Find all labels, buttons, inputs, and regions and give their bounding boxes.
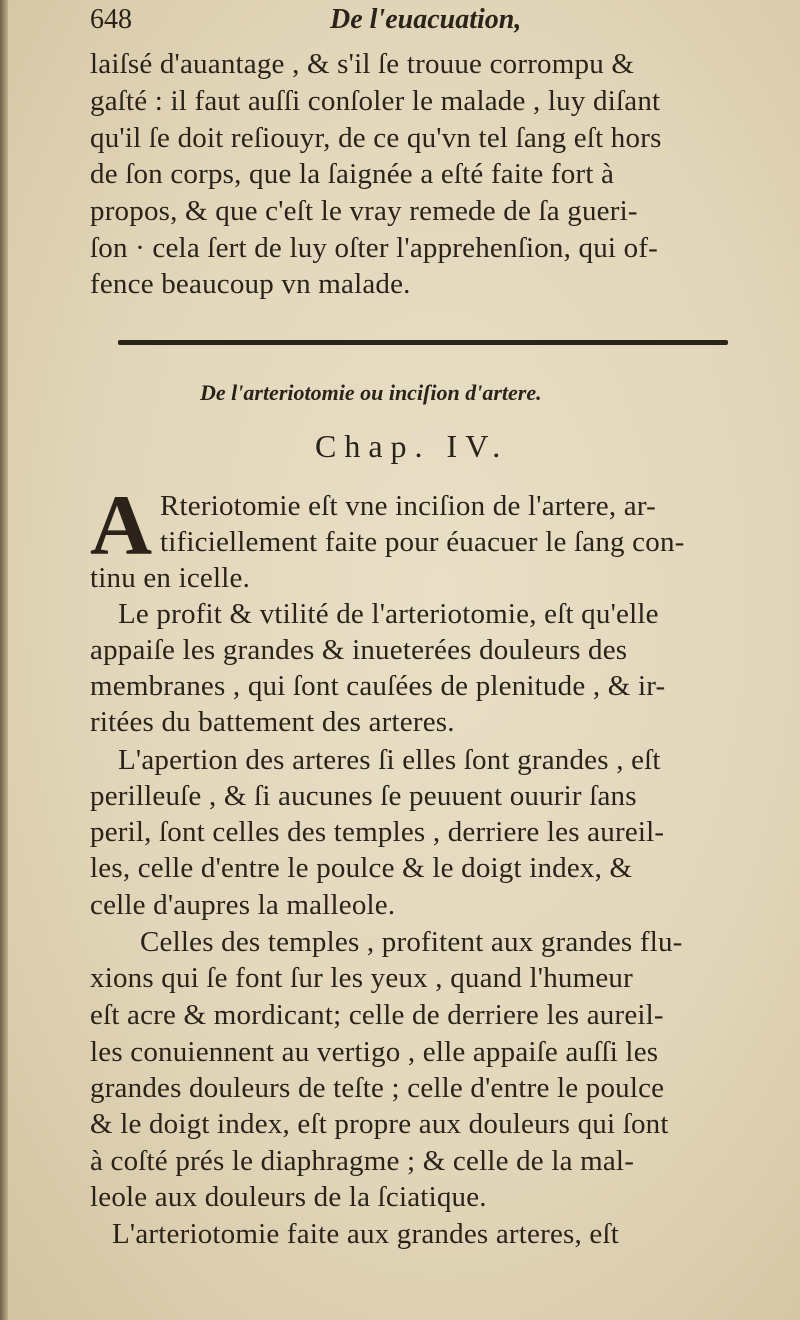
page-number: 648 <box>90 4 132 35</box>
text-line: membranes , qui ſont cauſées de plenitude , & ir- <box>90 670 666 702</box>
text-line: grandes douleurs de teſte ; celle d'entre le poulce <box>90 1072 665 1104</box>
text-line: Rteriotomie eſt vne inciſion de l'artere, ar- <box>160 490 656 522</box>
text-line: eſt acre & mordicant; celle de derriere les aureil- <box>90 999 664 1031</box>
text-line: ritées du battement des arteres. <box>90 706 455 738</box>
section-title: De l'arteriotomie ou inciſion d'artere. <box>200 380 542 405</box>
running-head: De l'euacuation, <box>330 4 522 35</box>
text-line: propos, & que c'eſt le vray remede de ſa gueri- <box>90 195 638 227</box>
text-line: Celles des temples , profitent aux grandes flu- <box>140 926 683 958</box>
text-line: xions qui ſe font ſur les yeux , quand l'humeur <box>90 962 633 994</box>
text-line: peril, ſont celles des temples , derriere les aureil- <box>90 816 665 848</box>
text-line: L'apertion des arteres ſi elles ſont grandes , eſt <box>118 744 661 776</box>
text-line: gaſté : il faut auſſi conſoler le malade , luy diſant <box>90 85 661 117</box>
text-line: tificiellement faite pour éuacuer le ſang con- <box>160 526 685 558</box>
drop-cap-letter: A <box>90 477 153 573</box>
section-divider-rule <box>118 340 728 345</box>
page-header <box>90 4 770 44</box>
text-line: à coſté prés le diaphragme ; & celle de la mal- <box>90 1145 635 1177</box>
text-line: les conuiennent au vertigo , elle appaiſe auſſi les <box>90 1036 659 1068</box>
chapter-heading: Chap. IV. <box>315 428 509 464</box>
text-line: de ſon corps, que la ſaignée a eſté faite fort à <box>90 158 615 190</box>
text-line: leole aux douleurs de la ſciatique. <box>90 1181 487 1213</box>
text-line: qu'il ſe doit reſiouyr, de ce qu'vn tel ſang eſt hors <box>90 122 662 154</box>
text-line: perilleuſe , & ſi aucunes ſe peuuent ouurir ſans <box>90 780 637 812</box>
text-line: fence beaucoup vn malade. <box>90 268 411 300</box>
text-line: celle d'aupres la malleole. <box>90 889 396 921</box>
text-line: L'arteriotomie faite aux grandes arteres, eſt <box>112 1218 619 1250</box>
text-line: les, celle d'entre le poulce & le doigt index, & <box>90 852 633 884</box>
text-line: Le profit & vtilité de l'arteriotomie, eſt qu'elle <box>118 598 659 630</box>
page-spine-shadow <box>0 0 8 1320</box>
text-line: appaiſe les grandes & inueterées douleurs des <box>90 634 628 666</box>
text-line: ſon · cela ſert de luy oſter l'apprehenſion, qui of- <box>90 232 659 264</box>
text-line: & le doigt index, eſt propre aux douleurs qui ſont <box>90 1108 669 1140</box>
text-line: tinu en icelle. <box>90 562 251 594</box>
text-line: laiſsé d'auantage , & s'il ſe trouue corrompu & <box>90 48 635 80</box>
